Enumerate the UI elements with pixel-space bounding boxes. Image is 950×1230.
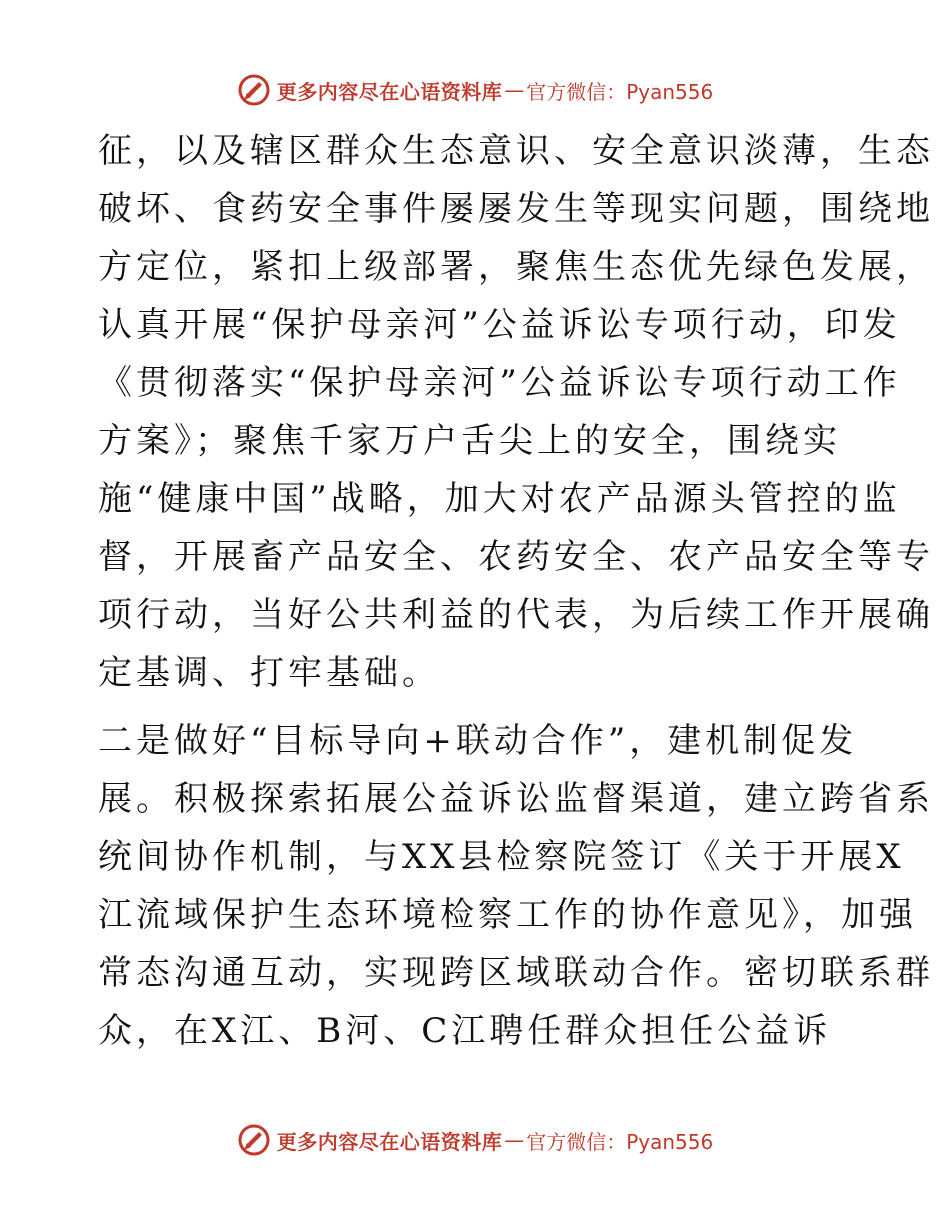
text-line: 众，在X江、B河、C江聘任群众担任公益诉 [98, 1011, 832, 1051]
paragraph-2 [98, 712, 934, 1060]
watermark-contact: 官方微信：Pyan556 [526, 79, 714, 104]
text-line: 常态沟通互动，实现跨区域联动合作。密切联系群 [98, 953, 934, 993]
text-line: 统间协作机制，与XX县检察院签订《关于开展X [98, 837, 905, 877]
text-line: 二是做好“目标导向+联动合作”，建机制促发 [98, 721, 858, 761]
header-watermark [0, 70, 950, 110]
watermark-contact: 官方微信：Pyan556 [526, 1129, 714, 1154]
document-body [98, 122, 934, 1060]
watermark-separator: — [504, 1128, 525, 1152]
text-line: 破坏、食药安全事件屡屡发生等现实问题，围绕地 [98, 189, 934, 229]
text-line: 《贯彻落实“保护母亲河”公益诉讼专项行动工作 [98, 363, 901, 403]
text-line: 方定位，紧扣上级部署，聚焦生态优先绿色发展， [98, 247, 934, 287]
text-line: 项行动，当好公共利益的代表，为后续工作开展确 [98, 595, 934, 635]
text-line: 江流域保护生态环境检察工作的协作意见》，加强 [98, 895, 917, 935]
paragraph-gap [98, 702, 858, 712]
text-line: 征，以及辖区群众生态意识、安全意识淡薄，生态 [98, 131, 934, 171]
watermark-brand: 更多内容尽在心语资料库 [276, 79, 503, 104]
footer-watermark [0, 1120, 950, 1160]
text-line: 督，开展畜产品安全、农药安全、农产品安全等专 [98, 537, 934, 577]
brand-logo-icon [237, 1123, 271, 1157]
text-line: 认真开展“保护母亲河”公益诉讼专项行动，印发 [98, 305, 901, 345]
text-line: 方案》；聚焦千家万户舌尖上的安全，围绕实 [98, 421, 841, 461]
brand-logo-icon [237, 73, 271, 107]
text-line: 定基调、打牢基础。 [98, 653, 440, 693]
paragraph-1 [98, 122, 934, 702]
watermark-brand: 更多内容尽在心语资料库 [276, 1129, 503, 1154]
text-line: 展。积极探索拓展公益诉讼监督渠道，建立跨省系 [98, 779, 934, 819]
watermark-separator: — [504, 78, 525, 102]
text-line: 施“健康中国”战略，加大对农产品源头管控的监 [98, 479, 901, 519]
